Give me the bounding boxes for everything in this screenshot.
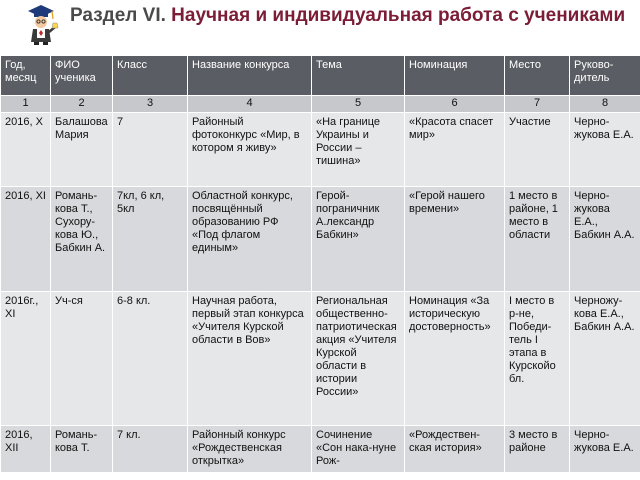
table-row xyxy=(1,426,640,473)
table-cell: Участие xyxy=(505,113,570,187)
table-cell: Черно-жукова Е.А. xyxy=(570,426,640,473)
table-cell: 6-8 кл. xyxy=(113,292,188,426)
table-cell: Черножу-кова Е.А., Бабкин А.А. xyxy=(570,292,640,426)
table-cell: 3 место в районе xyxy=(505,426,570,473)
table-cell: Районный конкурс «Рождественская открытка» xyxy=(188,426,312,473)
competition-table xyxy=(0,55,640,473)
column-header: Номинация xyxy=(405,56,505,96)
column-number: 5 xyxy=(312,96,405,113)
table-cell: Сочинение «Сон нака-нуне Рож- xyxy=(312,426,405,473)
table-cell: «На границе Украины и России – тишина» xyxy=(312,113,405,187)
column-number: 7 xyxy=(505,96,570,113)
column-number: 1 xyxy=(1,96,51,113)
column-header: Место xyxy=(505,56,570,96)
table-cell: 2016, XII xyxy=(1,426,51,473)
table-row xyxy=(1,187,640,292)
column-number: 3 xyxy=(113,96,188,113)
table-cell: 2016, XI xyxy=(1,187,51,292)
table-cell: Номинация «За историческую достоверность» xyxy=(405,292,505,426)
table-cell: 7 кл. xyxy=(113,426,188,473)
table-cell: Научная работа, первый этап конкурса «Учителя Курской области в Вов» xyxy=(188,292,312,426)
column-number: 8 xyxy=(570,96,640,113)
table-cell: 1 место в районе, 1 место в области xyxy=(505,187,570,292)
column-header: ФИО ученика xyxy=(51,56,113,96)
column-number-row xyxy=(1,96,640,113)
table-cell: Черно-жукова Е.А. xyxy=(570,113,640,187)
header-row xyxy=(1,56,640,96)
column-number: 6 xyxy=(405,96,505,113)
table-cell: 7кл, 6 кл, 5кл xyxy=(113,187,188,292)
table-cell: Уч-ся xyxy=(51,292,113,426)
table-row xyxy=(1,113,640,187)
table-cell: «Рождествен-ская история» xyxy=(405,426,505,473)
column-header: Год, месяц xyxy=(1,56,51,96)
page-title xyxy=(70,4,630,27)
column-header: Класс xyxy=(113,56,188,96)
table-cell: Романь-кова Т. xyxy=(51,426,113,473)
table-cell: «Красота спасет мир» xyxy=(405,113,505,187)
scientist-cartoon-icon xyxy=(22,2,60,46)
table-cell: Герой-пограничник А.лександр Бабкин» xyxy=(312,187,405,292)
table-cell: Районный фотоконкурс «Мир, в котором я живу» xyxy=(188,113,312,187)
table-cell: I место в р-не, Победи-тель I этапа в Курскойо бл. xyxy=(505,292,570,426)
column-number: 2 xyxy=(51,96,113,113)
table-cell: «Герой нашего времени» xyxy=(405,187,505,292)
column-number: 4 xyxy=(188,96,312,113)
column-header: Название конкурса xyxy=(188,56,312,96)
section-label: Раздел VI. xyxy=(70,5,166,26)
table-cell: 2016г., XI xyxy=(1,292,51,426)
section-title: Научная и индивидуальная работа с учениками xyxy=(171,5,626,26)
table-row xyxy=(1,292,640,426)
table-cell: Романь-кова Т., Сухору-кова Ю., Бабкин А. xyxy=(51,187,113,292)
table-cell: Региональная общественно-патриотическая акция «Учителя Курской области в истории России» xyxy=(312,292,405,426)
column-header: Тема xyxy=(312,56,405,96)
table-cell: Балашова Мария xyxy=(51,113,113,187)
table-cell: 7 xyxy=(113,113,188,187)
table-cell: Черно-жукова Е.А., Бабкин А.А. xyxy=(570,187,640,292)
column-header: Руково-дитель xyxy=(570,56,640,96)
table-cell: Областной конкурс, посвящённый образованию РФ «Под флагом единым» xyxy=(188,187,312,292)
table-cell: 2016, X xyxy=(1,113,51,187)
